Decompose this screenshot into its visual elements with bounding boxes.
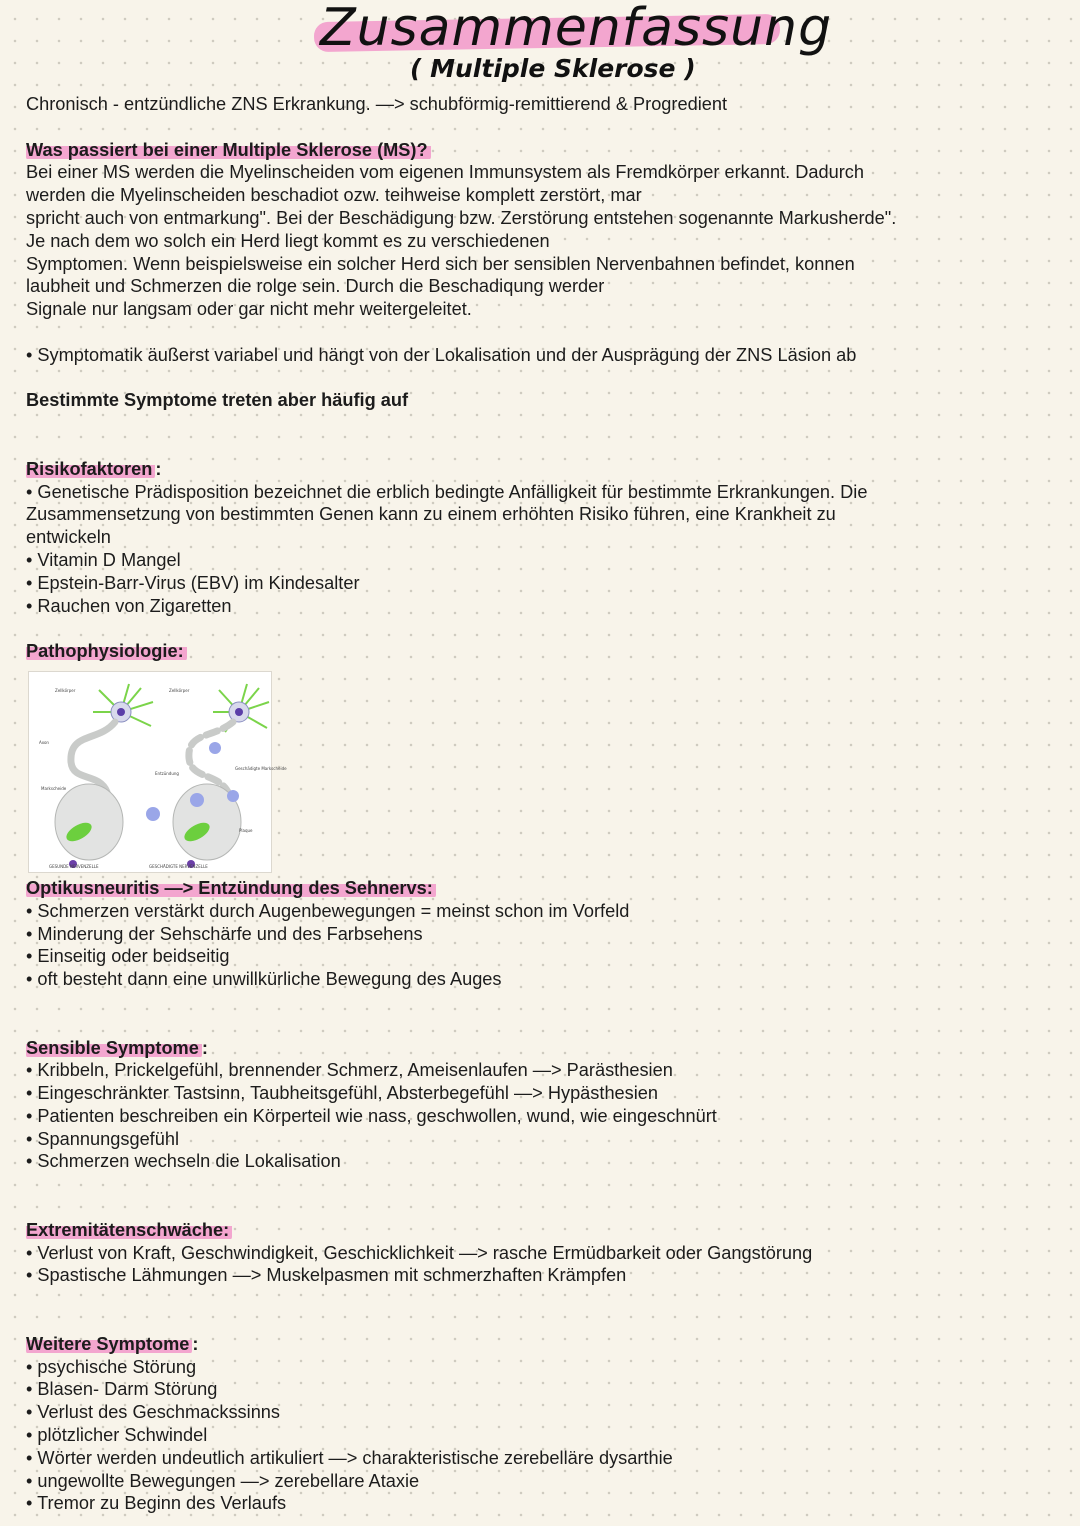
paragraph-line: Je nach dem wo solch ein Herd liegt kommt es zu verschiedenen xyxy=(26,230,550,251)
list-item: • Genetische Prädisposition bezeichnet die erblich bedingte Anfälligkeit für bestimmte Erkrankungen. Die xyxy=(26,481,868,502)
paragraph-line: Signale nur langsam oder gar nicht mehr weitergeleitet. xyxy=(26,299,472,320)
paragraph-line: laubheit und Schmerzen die rolge sein. Durch die Beschadiqung werder xyxy=(26,276,605,297)
healthy-neuron-drawing xyxy=(55,684,153,868)
paragraph-line: Symptomen. Wenn beispielsweise ein solcher Herd sich ber sensiblen Nervenbahnen befindet, konnen xyxy=(26,253,855,274)
section-heading-patho: Pathophysiologie: xyxy=(26,640,1026,663)
list-item: • Epstein-Barr-Virus (EBV) im Kindesalter xyxy=(26,572,360,593)
list-item: • Spannungsgefühl xyxy=(26,1128,180,1149)
list-item: • Blasen- Darm Störung xyxy=(26,1379,218,1400)
list-item: • Rauchen von Zigaretten xyxy=(26,595,232,616)
section-heading-weitere: Weitere Symptome : xyxy=(26,1333,199,1354)
list-item: • Vitamin D Mangel xyxy=(26,549,181,570)
list-item: • oft besteht dann eine unwillkürliche Bewegung des Auges xyxy=(26,969,502,990)
section-heading-risk: Risikofaktoren : xyxy=(26,458,162,479)
damaged-neuron-drawing xyxy=(146,684,269,868)
symptomatik-line: • Symptomatik äußerst variabel und hängt von der Lokalisation und der Ausprägung der ZNS Läsion ab xyxy=(26,344,857,365)
list-item: • Verlust des Geschmackssinns xyxy=(26,1402,281,1423)
nerve-cell-illustration xyxy=(28,671,287,873)
paragraph-line: werden die Myelinscheiden beschadiot ozw. teihweise komplett zerstört, mar xyxy=(26,185,642,206)
list-item: • Minderung der Sehschärfe und des Farbsehens xyxy=(26,923,423,944)
list-item: • psychische Störung xyxy=(26,1356,197,1377)
list-item: • ungewollte Bewegungen —> zerebellare Ataxie xyxy=(26,1470,420,1491)
list-item: Zusammensetzung von bestimmten Genen kann zu einem erhöhten Risiko führen, eine Krankheit zu xyxy=(26,504,836,525)
title-block xyxy=(0,0,1080,95)
list-item: • Spastische Lähmungen —> Muskelpasmen mit schmerzhaften Krämpfen xyxy=(26,1265,627,1286)
section-heading-what: Was passiert bei einer Multiple Sklerose (MS)? xyxy=(26,139,1026,162)
notes-content xyxy=(26,93,1026,1515)
list-item: • Wörter werden undeutlich artikuliert —> charakteristische zerebelläre dysarthie xyxy=(26,1447,673,1468)
list-item: • Patienten beschreiben ein Körperteil wie nass, geschwollen, wund, wie eingeschnürt xyxy=(26,1105,717,1126)
list-item: • Schmerzen wechseln die Lokalisation xyxy=(26,1151,341,1172)
paragraph-line: spricht auch von entmarkung". Bei der Beschädigung bzw. Zerstörung entstehen sogenannte Markusherde". xyxy=(26,207,897,228)
section-heading-sensible: Sensible Symptome : xyxy=(26,1037,208,1058)
list-item: entwickeln xyxy=(26,527,111,548)
paragraph-line: Bei einer MS werden die Myelinscheiden vom eigenen Immunsystem als Fremdkörper erkannt. Dadurch xyxy=(26,162,865,183)
bestimmte-heading: Bestimmte Symptome treten aber häufig auf xyxy=(26,390,409,411)
list-item: • Einseitig oder beidseitig xyxy=(26,946,230,967)
list-item: • Eingeschränkter Tastsinn, Taubheitsgefühl, Absterbegefühl —> Hypästhesien xyxy=(26,1083,659,1104)
section-heading-optikus: Optikusneuritis —> Entzündung des Sehnervs: xyxy=(26,877,1026,900)
list-item: • Kribbeln, Prickelgefühl, brennender Schmerz, Ameisenlaufen —> Parästhesien xyxy=(26,1060,673,1081)
list-item: • Tremor zu Beginn des Verlaufs xyxy=(26,1493,287,1514)
figure-label: Zellkörper Zellkörper Axon Markscheide Entzündung Geschädigte Markscheide Plaque GESUNDE NERVENZELLE GESCHÄDIGTE NERVENZELLE xyxy=(39,687,287,869)
page-subtitle: ( Multiple Sklerose ) xyxy=(410,54,696,83)
intro-line: Chronisch - entzündliche ZNS Erkrankung. —> schubförmig-remittierend & Progredient xyxy=(26,94,728,114)
list-item: • Schmerzen verstärkt durch Augenbewegungen = meinst schon im Vorfeld xyxy=(26,900,630,921)
page-title: Zusammenfassung xyxy=(320,0,833,58)
nerve-cell-svg xyxy=(29,672,287,872)
list-item: • Verlust von Kraft, Geschwindigkeit, Geschicklichkeit —> rasche Ermüdbarkeit oder Gangstörung xyxy=(26,1242,813,1263)
section-heading-extrem: Extremitätenschwäche: xyxy=(26,1219,1026,1242)
list-item: • plötzlicher Schwindel xyxy=(26,1425,208,1446)
